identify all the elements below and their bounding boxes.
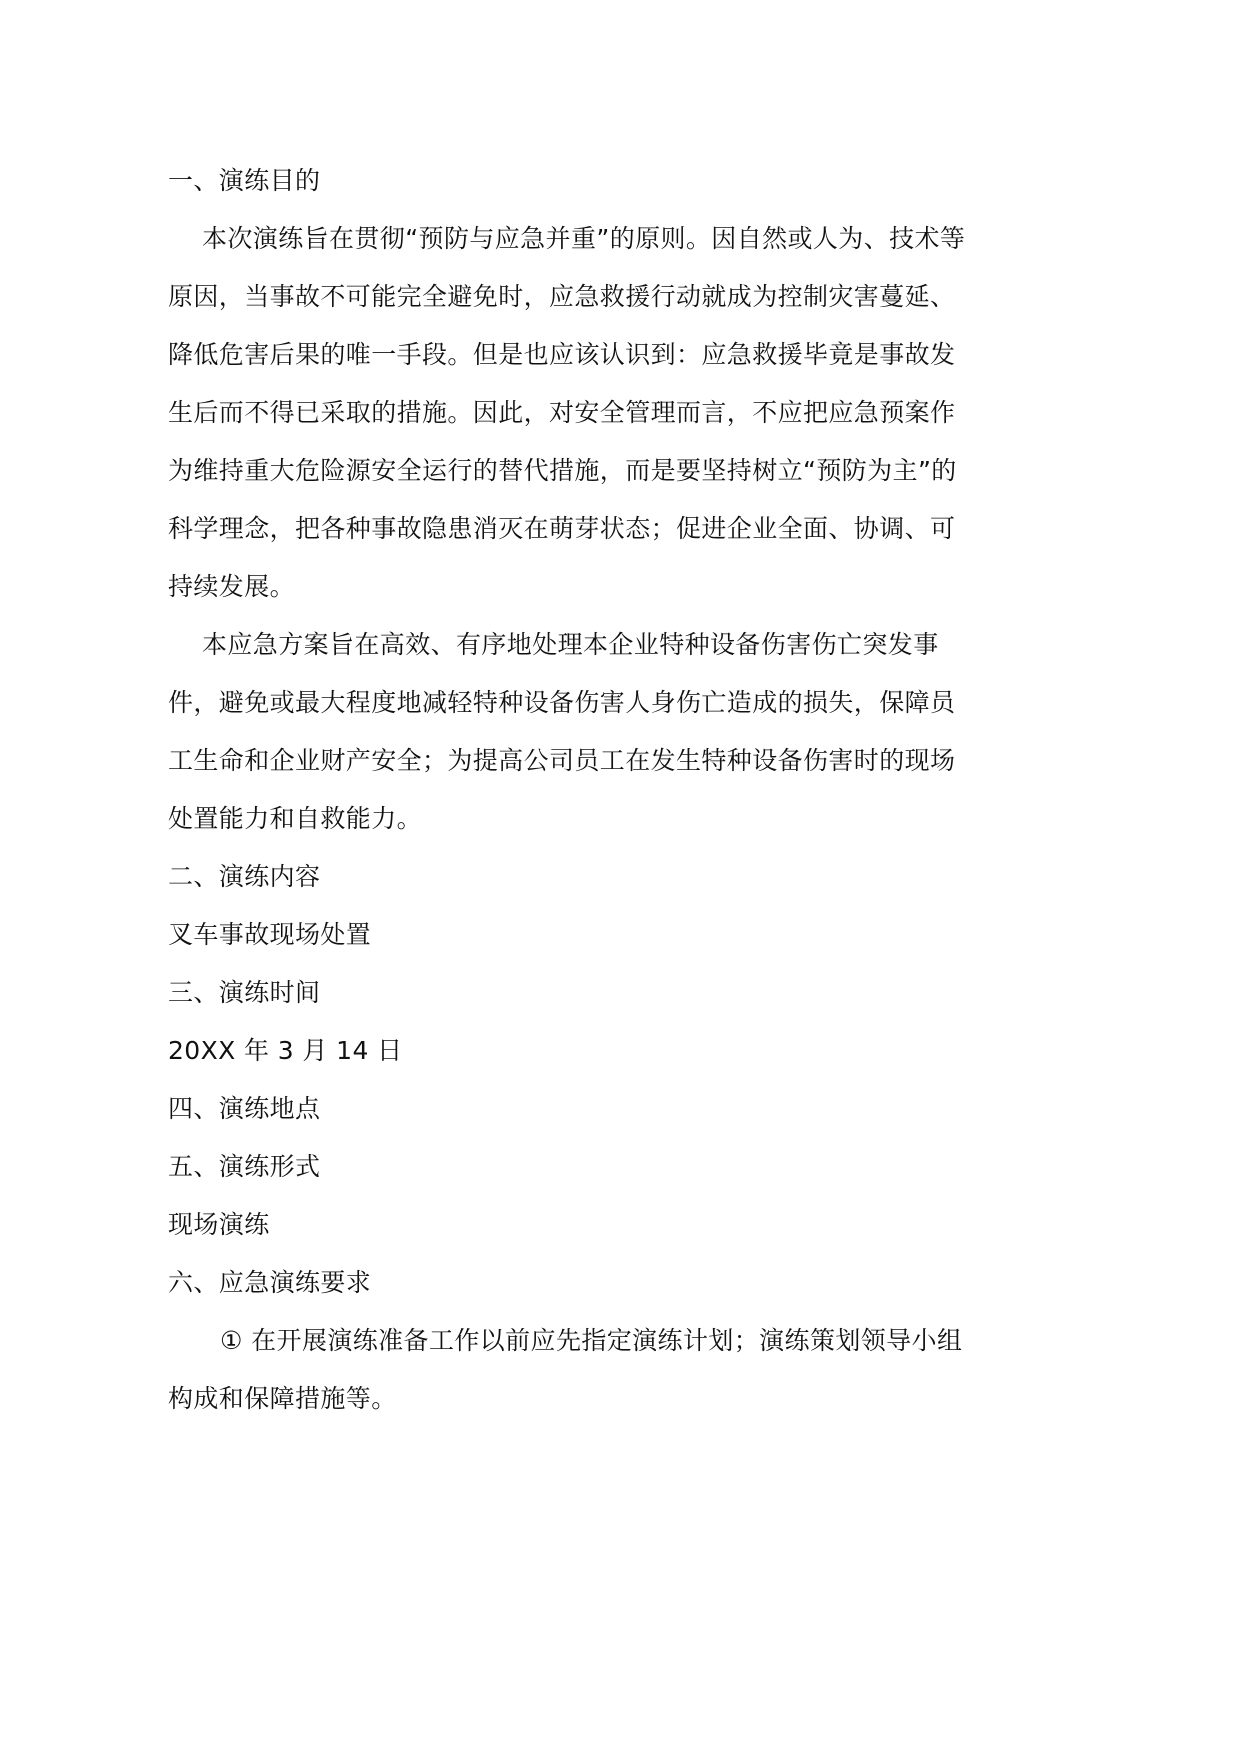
section-heading-time: 三、演练时间 [168, 978, 321, 1007]
document-body [168, 152, 968, 1428]
section-heading-location: 四、演练地点 [168, 1094, 321, 1123]
content-text: 叉车事故现场处置 [168, 920, 372, 949]
form-text: 现场演练 [168, 1210, 270, 1239]
paragraph-purpose-principle: 本次演练旨在贯彻“预防与应急并重”的原则。因自然或人为、技术等原因，当事故不可能完全避免时，应急救援行动就成为控制灾害蔓延、降低危害后果的唯一手段。但是也应该认识到：应急救援毕竟是事故发生后而不得已采取的措施。因此，对安全管理而言，不应把应急预案作为维持重大危险源安全运行的替代措施，而是要坚持树立“预防为主”的科学理念，把各种事故隐患消灭在萌芽状态；促进企业全面、协调、可持续发展。 [168, 224, 966, 601]
section-heading-purpose: 一、演练目的 [168, 166, 321, 195]
requirement-item-1: ① 在开展演练准备工作以前应先指定演练计划；演练策划领导小组构成和保障措施等。 [168, 1326, 963, 1413]
section-heading-requirements: 六、应急演练要求 [168, 1268, 372, 1297]
paragraph-purpose-plan: 本应急方案旨在高效、有序地处理本企业特种设备伤害伤亡突发事件，避免或最大程度地减轻特种设备伤害人身伤亡造成的损失，保障员工生命和企业财产安全；为提高公司员工在发生特种设备伤害时的现场处置能力和自救能力。 [168, 630, 956, 833]
section-heading-content: 二、演练内容 [168, 862, 321, 891]
time-text: 20XX 年 3 月 14 日 [168, 1036, 403, 1065]
section-heading-form: 五、演练形式 [168, 1152, 321, 1181]
